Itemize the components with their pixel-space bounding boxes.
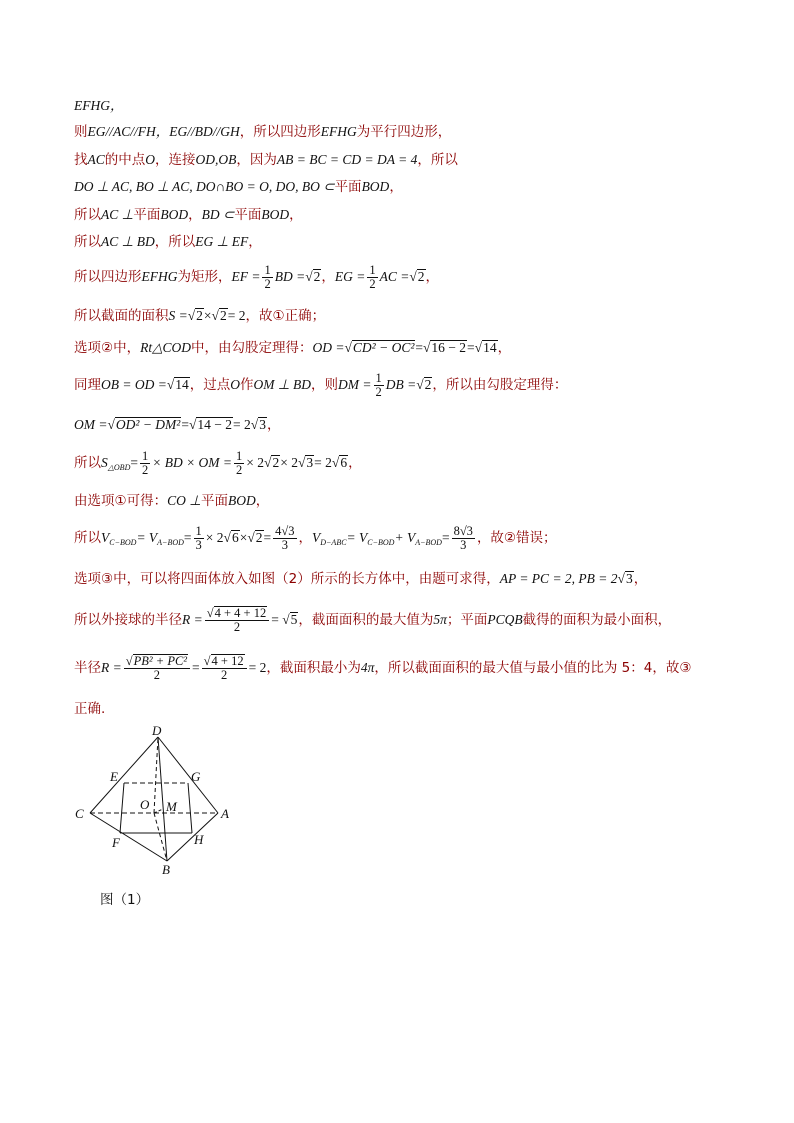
label-M: M (166, 799, 177, 814)
math: Rt△COD (140, 340, 191, 355)
math: AC = (379, 269, 410, 284)
math: + V (394, 530, 416, 545)
math: × BD × OM = (152, 455, 233, 470)
text: 所以四边形 (74, 269, 142, 285)
fraction (234, 450, 244, 477)
radical-sign: √ (264, 455, 272, 470)
radicand: 4 + 12 (211, 654, 244, 668)
text: 则 (74, 124, 88, 140)
text: 所以 (74, 530, 101, 546)
radical-sign: √ (474, 340, 483, 355)
fraction-num (124, 654, 190, 669)
line-8 (74, 307, 325, 325)
fraction-num: 1 (264, 262, 271, 277)
label-O: O (140, 797, 150, 812)
fraction (452, 525, 475, 552)
text: 所以截面的面积 (74, 308, 169, 324)
math: BD = (274, 269, 306, 284)
math: AB = BC = CD = DA = 4 (276, 152, 418, 167)
text: ， (425, 269, 440, 285)
text: 所以 (74, 234, 101, 250)
math: V (312, 530, 321, 545)
math: O (145, 152, 156, 167)
subscript: C−BOD (367, 538, 395, 547)
text: ，截面面积的最大值为 (298, 612, 434, 628)
text: ， (248, 234, 262, 250)
math: = (263, 530, 272, 545)
fraction-den: 2 (375, 384, 382, 399)
math: EG = (334, 269, 366, 284)
radical-sign: √ (297, 455, 306, 470)
radical-sign: √ (305, 269, 313, 284)
fraction (262, 264, 272, 291)
line-15 (74, 570, 647, 588)
math: = (183, 530, 192, 545)
math: × (203, 308, 212, 323)
math: PCQB (487, 612, 523, 627)
math: OD = (312, 340, 345, 355)
radical-sign: √ (409, 269, 417, 284)
radical-sign: √ (187, 308, 196, 323)
radical-sign: √ (617, 571, 625, 586)
line-13 (74, 492, 269, 510)
label-C: C (75, 806, 84, 821)
math: BOD (361, 179, 390, 194)
math: CO ⊥ (167, 493, 201, 508)
text: 所以 (74, 207, 101, 223)
line-12 (74, 448, 362, 483)
text: 同理 (74, 377, 101, 393)
radical-sign: √ (416, 377, 424, 392)
text: ，则 (311, 377, 339, 393)
text: ， (298, 530, 312, 546)
math: = V (346, 530, 368, 545)
radicand: CD² − OC² (352, 340, 415, 355)
text: ， (255, 493, 270, 509)
math: DM = (338, 377, 372, 392)
math: BOD (228, 493, 256, 508)
math: × 2 (280, 455, 298, 470)
fraction (205, 606, 269, 634)
fraction-den: 2 (153, 668, 161, 682)
radical-sign: √ (223, 530, 231, 545)
text: ；平面 (446, 612, 488, 628)
radicand: 2 (272, 455, 280, 470)
text: ，过点 (189, 377, 231, 393)
math: DB = (385, 377, 417, 392)
line-17 (74, 651, 691, 685)
fraction-num: 1 (141, 448, 149, 463)
text: 找 (74, 152, 88, 168)
text: 所以 (74, 455, 101, 471)
label-E: E (110, 769, 118, 784)
fraction-num: 8√3 (453, 523, 473, 538)
math: = (467, 340, 475, 355)
text: ，所以截面面积的最大值与最小值的比为 5：4，故③ (374, 660, 692, 676)
fraction-den: 2 (369, 276, 376, 291)
line-9 (74, 339, 511, 357)
radical-sign: √ (331, 455, 340, 470)
fraction-num (202, 654, 247, 669)
math: R = (182, 612, 203, 627)
label-D: D (152, 725, 162, 738)
subscript: C−BOD (109, 538, 137, 547)
line-2 (74, 123, 451, 141)
line-7 (74, 262, 439, 292)
radicand: 2 (255, 530, 263, 545)
text: 为平行四边形， (356, 124, 452, 140)
fraction-den: 2 (236, 462, 243, 477)
radicand: PB² + PC² (133, 654, 188, 668)
text: ， (321, 269, 335, 285)
radical-sign: √ (188, 417, 197, 432)
math: × 2 (246, 455, 265, 470)
math: AC ⊥ BD (101, 234, 155, 249)
fraction-num (205, 606, 269, 621)
text: ， (497, 340, 512, 356)
edge-OM (154, 809, 163, 813)
line-4 (74, 178, 403, 196)
radical-sign: √ (344, 340, 352, 355)
text: ，故①正确； (245, 308, 326, 324)
text: ，所以由勾股定理得： (432, 377, 568, 393)
radical-sign: √ (282, 612, 290, 627)
math: S (101, 455, 108, 470)
fraction (202, 654, 247, 682)
line-10 (74, 370, 567, 400)
math: R = (101, 660, 122, 675)
math: O (230, 377, 241, 392)
math: = 2 (227, 308, 246, 323)
line-3 (74, 151, 458, 169)
math: = (441, 530, 450, 545)
label-F: F (112, 835, 120, 850)
edge-OD (154, 737, 158, 813)
radicand: 6 (340, 455, 348, 470)
label-H: H (194, 832, 204, 847)
radicand: 14 (175, 377, 189, 392)
fraction-num: 1 (236, 448, 243, 463)
radicand: 2 (424, 377, 432, 392)
radicand: 14 (483, 340, 497, 355)
math: S = (168, 308, 188, 323)
radicand: 2 (417, 269, 425, 284)
text: 中，由勾股定理得： (191, 340, 313, 356)
label-G: G (191, 769, 201, 784)
text: 截得的面积为最小面积， (522, 612, 672, 628)
fraction (140, 450, 150, 477)
radicand: 3 (306, 455, 314, 470)
fraction (273, 525, 296, 552)
text: 平面 (201, 493, 228, 509)
text: 平面 (334, 179, 362, 195)
math: 5π (433, 612, 447, 627)
math: × 2 (205, 530, 224, 545)
edge-AB (167, 813, 218, 861)
radicand: 4 + 4 + 12 (214, 606, 267, 620)
line-11 (74, 416, 280, 434)
text: 正确. (74, 701, 106, 717)
text: ，截面积最小为 (266, 660, 361, 676)
radical-sign: √ (125, 654, 133, 668)
math: EFHG (320, 124, 357, 139)
text: ， (389, 179, 403, 195)
text: ，所以四边形 (239, 124, 321, 140)
radicand: 2 (219, 308, 227, 323)
subscript: A−BOD (415, 538, 442, 547)
radical-sign: √ (107, 417, 115, 432)
edge-EF (120, 783, 124, 833)
fraction-num: 1 (375, 370, 382, 385)
fraction-den: 2 (233, 620, 241, 634)
radicand: 2 (196, 308, 203, 323)
label-B: B (162, 862, 170, 877)
fraction-den: 2 (141, 462, 149, 477)
fraction-den: 2 (221, 668, 228, 682)
text: 作 (240, 377, 254, 393)
fraction-den: 2 (264, 276, 271, 291)
math: AC ⊥ (101, 207, 134, 222)
radical-sign: √ (166, 377, 175, 392)
text: 平面 (234, 207, 262, 223)
math: OM = (74, 417, 108, 432)
text: ， (348, 455, 362, 471)
radical-sign: √ (211, 308, 219, 323)
math: = V (136, 530, 158, 545)
figure-caption: 图（1） (100, 892, 150, 908)
text: ， (633, 571, 648, 587)
radical-sign: √ (423, 340, 431, 355)
math: = (415, 340, 423, 355)
subscript: D−ABC (320, 538, 347, 547)
tetrahedron-figure (70, 725, 240, 885)
text: ， (266, 417, 281, 433)
radicand: 3 (259, 417, 266, 432)
subscript: A−BOD (157, 538, 184, 547)
fraction-den: 3 (460, 537, 467, 552)
fraction-num: 1 (195, 523, 202, 538)
text: 选项③中，可以将四面体放入如图（2）所示的长方体中，由题可求得， (74, 571, 500, 587)
subscript: △OBD (107, 463, 131, 472)
fraction (367, 264, 377, 291)
math: × (239, 530, 248, 545)
radical-sign: √ (203, 654, 211, 668)
math: V (101, 530, 110, 545)
line-5 (74, 206, 303, 224)
radicand: 2 (313, 269, 321, 284)
math: = (271, 612, 283, 627)
edge-GH (188, 783, 192, 833)
text: ，因为 (236, 152, 277, 168)
radicand: 16 − 2 (431, 340, 467, 355)
fraction-den: 3 (281, 537, 288, 552)
math: EF = (231, 269, 261, 284)
line-14 (74, 523, 557, 558)
math: EG//AC//FH，EG//BD//GH (87, 124, 240, 139)
math: OD,OB (195, 152, 237, 167)
line-16 (74, 603, 671, 637)
fraction-num: 4√3 (275, 523, 295, 538)
text: ，故②错误； (476, 530, 557, 546)
math: = (192, 660, 200, 675)
math: BOD (261, 207, 290, 222)
math: OM ⊥ BD (253, 377, 312, 392)
text: ， (188, 207, 202, 223)
fraction (374, 372, 384, 399)
math: BD ⊂ (201, 207, 235, 222)
fraction-num: 1 (369, 262, 376, 277)
math: = 2 (314, 455, 332, 470)
radical-sign: √ (206, 606, 214, 620)
math: = 2 (233, 417, 251, 432)
text: EFHG， (74, 98, 124, 113)
line-6 (74, 233, 262, 251)
radicand: 5 (290, 612, 298, 627)
fraction (124, 654, 190, 682)
radicand: 3 (625, 571, 633, 586)
radicand: 6 (231, 530, 239, 545)
line-1 (74, 97, 124, 115)
label-A: A (221, 806, 229, 821)
text: 所以外接球的半径 (74, 612, 182, 628)
line-18 (74, 700, 105, 718)
text: 选项②中， (74, 340, 141, 356)
math: = 2 (248, 660, 267, 675)
fraction-den: 3 (195, 537, 202, 552)
math: OB = OD = (101, 377, 167, 392)
text: 的中点 (104, 152, 146, 168)
text: 半径 (74, 660, 101, 676)
math: AP = PC = 2, PB = 2 (499, 571, 618, 586)
radicand: OD² − DM² (115, 417, 181, 432)
math: DO ⊥ AC, BO ⊥ AC, DO∩BO = O, DO, BO ⊂ (74, 179, 335, 194)
text: 平面 (133, 207, 161, 223)
math: = (130, 455, 138, 470)
math: AC (87, 152, 105, 167)
text: ， (289, 207, 303, 223)
text: 为矩形， (177, 269, 232, 285)
text: ，连接 (155, 152, 196, 168)
math: = (181, 417, 189, 432)
radical-sign: √ (247, 530, 255, 545)
text: ，所以 (154, 234, 196, 250)
math: BOD (160, 207, 189, 222)
math: EG ⊥ EF (195, 234, 249, 249)
radicand: 14 − 2 (197, 417, 233, 432)
text: ，所以 (417, 152, 458, 168)
math: EFHG (141, 269, 178, 284)
text: 由选项①可得： (74, 493, 168, 509)
fraction (194, 525, 204, 552)
radical-sign: √ (250, 417, 259, 432)
math: 4π (360, 660, 375, 675)
